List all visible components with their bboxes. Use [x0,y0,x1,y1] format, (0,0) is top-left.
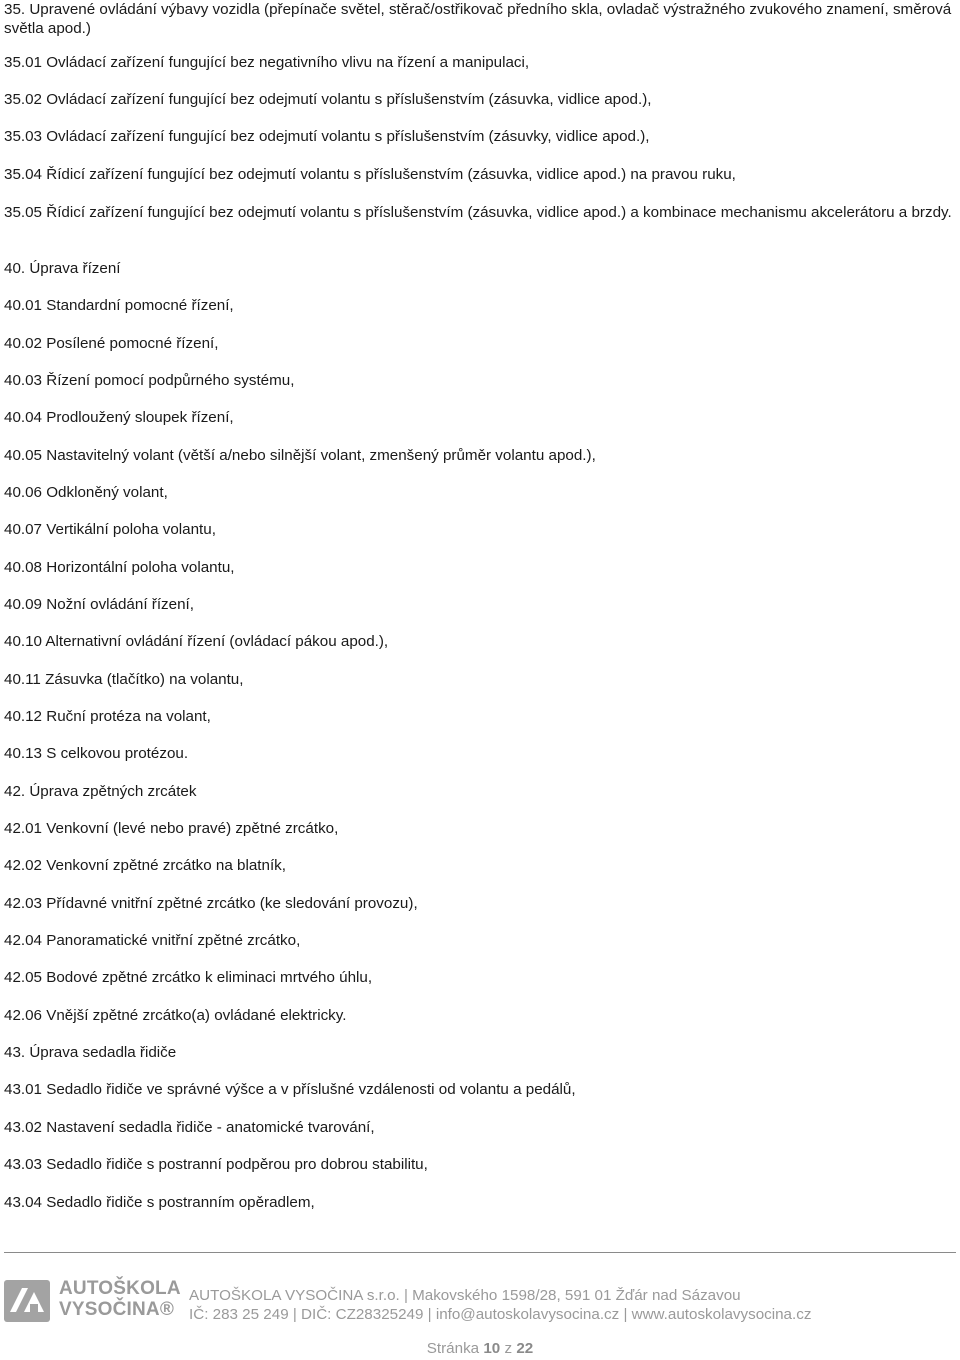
page-total: 22 [516,1340,534,1357]
logo-mark-icon [4,1278,52,1324]
section-heading: 43. Úprava sedadla řidiče [4,1044,177,1061]
text-line: 40.03 Řízení pomocí podpůrného systému, [4,372,295,389]
text-line: 40.06 Odkloněný volant, [4,484,168,501]
page-label: Stránka [426,1340,480,1357]
text-line: 40.01 Standardní pomocné řízení, [4,297,234,314]
text-line: 35.05 Řídicí zařízení fungující bez odejmutí volantu s příslušenstvím (zásuvka, vidlice apod.) a kombinace mechanismu akcelerátoru a brzdy. [4,204,952,221]
logo-line-2: VYSOČINA® [59,1299,175,1320]
logo-wordmark [59,1278,181,1320]
text-line: 35. Upravené ovládání výbavy vozidla (přepínače světel, stěrač/ostřikovač předního skla, ovladač výstražného zvukového znamení, směrová světla apod.) [4,1,952,37]
text-line: 40.09 Nožní ovládání řízení, [4,596,194,613]
text-line: 42.03 Přídavné vnitřní zpětné zrcátko (ke sledování provozu), [4,895,418,912]
page-number [0,1340,960,1357]
text-line: 43.01 Sedadlo řidiče ve správné výšce a v příslušné vzdálenosti od volantu a pedálů, [4,1081,576,1098]
section-heading: 40. Úprava řízení [4,260,121,277]
page-current: 10 [483,1340,501,1357]
text-line: 40.07 Vertikální poloha volantu, [4,521,216,538]
text-line: 35.03 Ovládací zařízení fungující bez odejmutí volantu s příslušenstvím (zásuvky, vidlice apod.), [4,128,650,145]
text-line: 40.05 Nastavitelný volant (větší a/nebo silnější volant, zmenšený průměr volantu apod.), [4,447,596,464]
footer-divider [4,1252,956,1253]
text-line: 42.02 Venkovní zpětné zrcátko na blatník, [4,857,286,874]
text-line: 42.06 Vnější zpětné zrcátko(a) ovládané elektricky. [4,1007,347,1024]
text-line: 43.02 Nastavení sedadla řidiče - anatomické tvarování, [4,1119,375,1136]
text-line: 42.05 Bodové zpětné zrcátko k eliminaci mrtvého úhlu, [4,969,373,986]
autoskola-logo [4,1278,181,1324]
text-line: 40.12 Ruční protéza na volant, [4,708,211,725]
text-line: 43.04 Sedadlo řidiče s postranním opěradlem, [4,1194,315,1211]
text-line: 35.01 Ovládací zařízení fungující bez negativního vlivu na řízení a manipulaci, [4,54,530,71]
footer-contacts: IČ: 283 25 249 | DIČ: CZ28325249 | info@autoskolavysocina.cz | www.autoskolavysocina.cz [189,1306,812,1323]
page-separator: z [504,1340,513,1357]
footer-company-info [189,1286,811,1324]
text-line: 40.08 Horizontální poloha volantu, [4,559,235,576]
text-line: 43.03 Sedadlo řidiče s postranní podpěrou pro dobrou stabilitu, [4,1156,428,1173]
footer-address: AUTOŠKOLA VYSOČINA s.r.o. | Makovského 1598/28, 591 01 Žďár nad Sázavou [189,1287,741,1304]
text-line: 40.02 Posílené pomocné řízení, [4,335,219,352]
text-line: 42.04 Panoramatické vnitřní zpětné zrcátko, [4,932,301,949]
logo-line-1: AUTOŠKOLA [59,1278,181,1299]
text-line: 40.11 Zásuvka (tlačítko) na volantu, [4,671,244,688]
text-line: 40.13 S celkovou protézou. [4,745,189,762]
text-line: 40.10 Alternativní ovládání řízení (ovládací pákou apod.), [4,633,389,650]
text-line: 40.04 Prodloužený sloupek řízení, [4,409,234,426]
text-line: 35.02 Ovládací zařízení fungující bez odejmutí volantu s příslušenstvím (zásuvka, vidlice apod.), [4,91,652,108]
text-line: 35.04 Řídicí zařízení fungující bez odejmutí volantu s příslušenstvím (zásuvka, vidlice apod.) na pravou ruku, [4,166,736,183]
section-heading: 42. Úprava zpětných zrcátek [4,783,197,800]
text-line: 42.01 Venkovní (levé nebo pravé) zpětné zrcátko, [4,820,339,837]
